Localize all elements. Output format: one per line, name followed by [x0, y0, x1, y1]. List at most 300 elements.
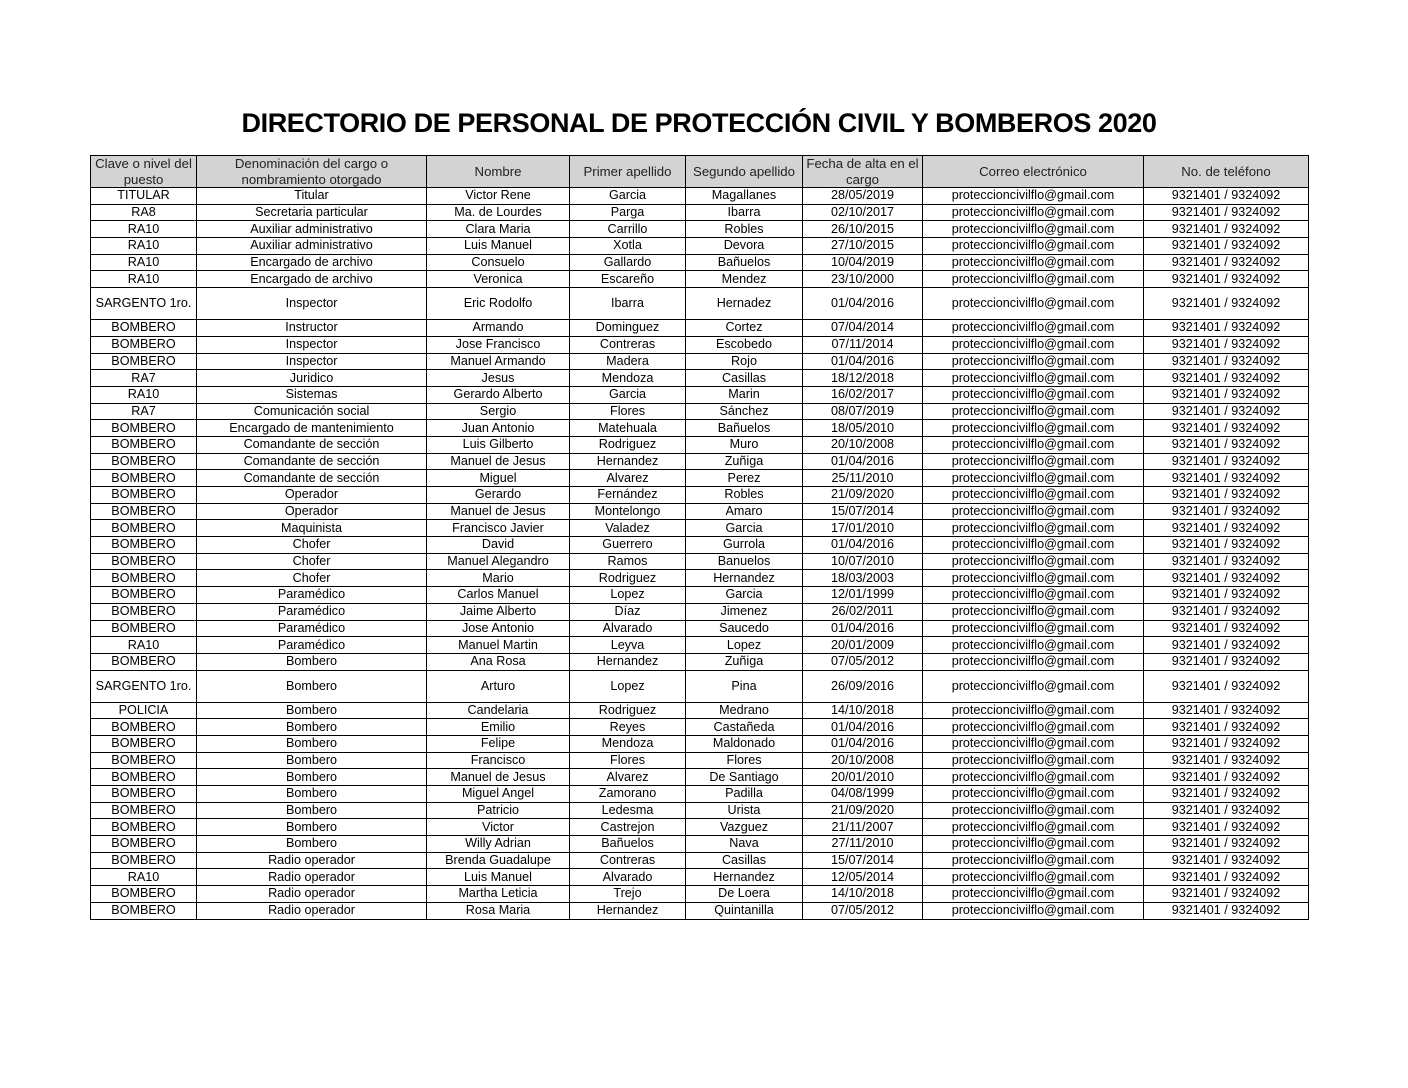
personnel-directory-table — [90, 155, 1309, 920]
cell-clave: BOMBERO — [91, 752, 197, 769]
cell-fecha-alta: 12/01/1999 — [803, 587, 923, 604]
table-row — [91, 353, 1309, 370]
cell-segundo-apellido: Bañuelos — [686, 254, 803, 271]
cell-telefono: 9321401 / 9324092 — [1144, 288, 1309, 320]
cell-telefono: 9321401 / 9324092 — [1144, 470, 1309, 487]
table-row — [91, 520, 1309, 537]
cell-nombre: Manuel de Jesus — [427, 453, 570, 470]
table-row — [91, 403, 1309, 420]
cell-correo: proteccioncivilflo@gmail.com — [923, 587, 1144, 604]
cell-telefono: 9321401 / 9324092 — [1144, 620, 1309, 637]
cell-primer-apellido: Trejo — [570, 886, 686, 903]
cell-clave: SARGENTO 1ro. — [91, 288, 197, 320]
cell-nombre: Victor Rene — [427, 188, 570, 205]
table-row — [91, 735, 1309, 752]
cell-primer-apellido: Ibarra — [570, 288, 686, 320]
cell-correo: proteccioncivilflo@gmail.com — [923, 786, 1144, 803]
cell-fecha-alta: 15/07/2014 — [803, 503, 923, 520]
cell-nombre: Candelaria — [427, 702, 570, 719]
cell-primer-apellido: Díaz — [570, 603, 686, 620]
cell-telefono: 9321401 / 9324092 — [1144, 802, 1309, 819]
cell-cargo: Bombero — [197, 752, 427, 769]
header-cell-segundo-apellido: Segundo apellido — [686, 156, 803, 188]
cell-segundo-apellido: Hernandez — [686, 570, 803, 587]
cell-correo: proteccioncivilflo@gmail.com — [923, 620, 1144, 637]
cell-correo: proteccioncivilflo@gmail.com — [923, 188, 1144, 205]
cell-fecha-alta: 07/04/2014 — [803, 320, 923, 337]
cell-clave: BOMBERO — [91, 570, 197, 587]
cell-nombre: Arturo — [427, 670, 570, 702]
table-row — [91, 470, 1309, 487]
cell-nombre: Manuel Martin — [427, 637, 570, 654]
cell-cargo: Auxiliar administrativo — [197, 221, 427, 238]
cell-cargo: Operador — [197, 503, 427, 520]
cell-primer-apellido: Ledesma — [570, 802, 686, 819]
cell-telefono: 9321401 / 9324092 — [1144, 587, 1309, 604]
cell-fecha-alta: 04/08/1999 — [803, 786, 923, 803]
header-row — [91, 156, 1309, 188]
table-row — [91, 188, 1309, 205]
cell-nombre: Eric Rodolfo — [427, 288, 570, 320]
cell-nombre: Patricio — [427, 802, 570, 819]
cell-correo: proteccioncivilflo@gmail.com — [923, 869, 1144, 886]
table-row — [91, 752, 1309, 769]
cell-clave: BOMBERO — [91, 520, 197, 537]
cell-correo: proteccioncivilflo@gmail.com — [923, 719, 1144, 736]
cell-segundo-apellido: Marin — [686, 386, 803, 403]
cell-primer-apellido: Xotla — [570, 238, 686, 255]
cell-cargo: Maquinista — [197, 520, 427, 537]
cell-fecha-alta: 01/04/2016 — [803, 735, 923, 752]
cell-clave: SARGENTO 1ro. — [91, 670, 197, 702]
cell-clave: BOMBERO — [91, 453, 197, 470]
cell-fecha-alta: 01/04/2016 — [803, 620, 923, 637]
cell-telefono: 9321401 / 9324092 — [1144, 603, 1309, 620]
cell-primer-apellido: Ramos — [570, 553, 686, 570]
cell-primer-apellido: Alvarado — [570, 869, 686, 886]
cell-telefono: 9321401 / 9324092 — [1144, 271, 1309, 288]
cell-nombre: Jesus — [427, 370, 570, 387]
table-row — [91, 653, 1309, 670]
cell-segundo-apellido: Cortez — [686, 320, 803, 337]
cell-fecha-alta: 27/10/2015 — [803, 238, 923, 255]
cell-clave: BOMBERO — [91, 503, 197, 520]
cell-clave: BOMBERO — [91, 620, 197, 637]
cell-telefono: 9321401 / 9324092 — [1144, 752, 1309, 769]
cell-primer-apellido: Escareño — [570, 271, 686, 288]
cell-primer-apellido: Gallardo — [570, 254, 686, 271]
cell-correo: proteccioncivilflo@gmail.com — [923, 570, 1144, 587]
cell-clave: BOMBERO — [91, 836, 197, 853]
cell-primer-apellido: Montelongo — [570, 503, 686, 520]
cell-clave: BOMBERO — [91, 487, 197, 504]
cell-telefono: 9321401 / 9324092 — [1144, 702, 1309, 719]
cell-primer-apellido: Lopez — [570, 670, 686, 702]
cell-segundo-apellido: Hernadez — [686, 288, 803, 320]
cell-correo: proteccioncivilflo@gmail.com — [923, 637, 1144, 654]
cell-primer-apellido: Rodriguez — [570, 436, 686, 453]
cell-primer-apellido: Guerrero — [570, 537, 686, 554]
cell-correo: proteccioncivilflo@gmail.com — [923, 553, 1144, 570]
cell-correo: proteccioncivilflo@gmail.com — [923, 453, 1144, 470]
cell-nombre: Martha Leticia — [427, 886, 570, 903]
cell-primer-apellido: Contreras — [570, 336, 686, 353]
cell-nombre: Felipe — [427, 735, 570, 752]
cell-segundo-apellido: Jimenez — [686, 603, 803, 620]
cell-fecha-alta: 07/05/2012 — [803, 653, 923, 670]
cell-nombre: Luis Manuel — [427, 869, 570, 886]
cell-correo: proteccioncivilflo@gmail.com — [923, 769, 1144, 786]
cell-fecha-alta: 10/04/2019 — [803, 254, 923, 271]
table-row — [91, 802, 1309, 819]
cell-cargo: Radio operador — [197, 886, 427, 903]
cell-telefono: 9321401 / 9324092 — [1144, 637, 1309, 654]
cell-segundo-apellido: Devora — [686, 238, 803, 255]
cell-cargo: Comunicación social — [197, 403, 427, 420]
cell-fecha-alta: 25/11/2010 — [803, 470, 923, 487]
cell-fecha-alta: 20/01/2010 — [803, 769, 923, 786]
cell-primer-apellido: Madera — [570, 353, 686, 370]
table-row — [91, 553, 1309, 570]
cell-primer-apellido: Garcia — [570, 188, 686, 205]
cell-fecha-alta: 20/01/2009 — [803, 637, 923, 654]
cell-clave: BOMBERO — [91, 420, 197, 437]
cell-correo: proteccioncivilflo@gmail.com — [923, 702, 1144, 719]
table-row — [91, 819, 1309, 836]
table-row — [91, 204, 1309, 221]
cell-primer-apellido: Mendoza — [570, 735, 686, 752]
cell-clave: POLICIA — [91, 702, 197, 719]
cell-nombre: Rosa Maria — [427, 902, 570, 919]
cell-clave: BOMBERO — [91, 336, 197, 353]
cell-telefono: 9321401 / 9324092 — [1144, 336, 1309, 353]
cell-primer-apellido: Alvarez — [570, 470, 686, 487]
cell-clave: BOMBERO — [91, 653, 197, 670]
cell-cargo: Radio operador — [197, 902, 427, 919]
cell-fecha-alta: 16/02/2017 — [803, 386, 923, 403]
cell-primer-apellido: Rodriguez — [570, 570, 686, 587]
cell-nombre: Jaime Alberto — [427, 603, 570, 620]
cell-cargo: Inspector — [197, 288, 427, 320]
table-row — [91, 620, 1309, 637]
cell-cargo: Bombero — [197, 786, 427, 803]
cell-segundo-apellido: Hernandez — [686, 869, 803, 886]
cell-clave: RA8 — [91, 204, 197, 221]
cell-correo: proteccioncivilflo@gmail.com — [923, 420, 1144, 437]
cell-fecha-alta: 01/04/2016 — [803, 719, 923, 736]
cell-nombre: Ma. de Lourdes — [427, 204, 570, 221]
cell-telefono: 9321401 / 9324092 — [1144, 852, 1309, 869]
cell-clave: RA10 — [91, 221, 197, 238]
cell-cargo: Paramédico — [197, 637, 427, 654]
cell-cargo: Instructor — [197, 320, 427, 337]
table-row — [91, 869, 1309, 886]
cell-telefono: 9321401 / 9324092 — [1144, 836, 1309, 853]
cell-correo: proteccioncivilflo@gmail.com — [923, 752, 1144, 769]
cell-fecha-alta: 27/11/2010 — [803, 836, 923, 853]
cell-clave: BOMBERO — [91, 769, 197, 786]
table-row — [91, 370, 1309, 387]
cell-fecha-alta: 20/10/2008 — [803, 436, 923, 453]
cell-telefono: 9321401 / 9324092 — [1144, 420, 1309, 437]
cell-segundo-apellido: Garcia — [686, 587, 803, 604]
cell-cargo: Titular — [197, 188, 427, 205]
cell-cargo: Inspector — [197, 353, 427, 370]
cell-clave: BOMBERO — [91, 470, 197, 487]
cell-telefono: 9321401 / 9324092 — [1144, 670, 1309, 702]
cell-cargo: Bombero — [197, 719, 427, 736]
cell-nombre: Luis Gilberto — [427, 436, 570, 453]
cell-cargo: Encargado de mantenimiento — [197, 420, 427, 437]
table-row — [91, 420, 1309, 437]
cell-segundo-apellido: Rojo — [686, 353, 803, 370]
cell-segundo-apellido: Robles — [686, 487, 803, 504]
cell-segundo-apellido: Castañeda — [686, 719, 803, 736]
cell-correo: proteccioncivilflo@gmail.com — [923, 353, 1144, 370]
cell-correo: proteccioncivilflo@gmail.com — [923, 503, 1144, 520]
cell-primer-apellido: Leyva — [570, 637, 686, 654]
cell-nombre: Armando — [427, 320, 570, 337]
cell-telefono: 9321401 / 9324092 — [1144, 886, 1309, 903]
cell-correo: proteccioncivilflo@gmail.com — [923, 603, 1144, 620]
cell-cargo: Auxiliar administrativo — [197, 238, 427, 255]
cell-fecha-alta: 02/10/2017 — [803, 204, 923, 221]
cell-correo: proteccioncivilflo@gmail.com — [923, 403, 1144, 420]
cell-segundo-apellido: Banuelos — [686, 553, 803, 570]
cell-nombre: Gerardo Alberto — [427, 386, 570, 403]
cell-correo: proteccioncivilflo@gmail.com — [923, 221, 1144, 238]
cell-telefono: 9321401 / 9324092 — [1144, 503, 1309, 520]
cell-telefono: 9321401 / 9324092 — [1144, 487, 1309, 504]
cell-clave: RA10 — [91, 271, 197, 288]
cell-primer-apellido: Flores — [570, 752, 686, 769]
cell-segundo-apellido: Padilla — [686, 786, 803, 803]
table-row — [91, 271, 1309, 288]
cell-cargo: Chofer — [197, 553, 427, 570]
cell-nombre: Luis Manuel — [427, 238, 570, 255]
cell-correo: proteccioncivilflo@gmail.com — [923, 836, 1144, 853]
cell-cargo: Encargado de archivo — [197, 271, 427, 288]
cell-fecha-alta: 15/07/2014 — [803, 852, 923, 869]
cell-correo: proteccioncivilflo@gmail.com — [923, 735, 1144, 752]
header-cell-correo: Correo electrónico — [923, 156, 1144, 188]
table-row — [91, 702, 1309, 719]
cell-telefono: 9321401 / 9324092 — [1144, 902, 1309, 919]
cell-clave: BOMBERO — [91, 320, 197, 337]
cell-segundo-apellido: Mendez — [686, 271, 803, 288]
cell-cargo: Bombero — [197, 836, 427, 853]
cell-segundo-apellido: Muro — [686, 436, 803, 453]
cell-segundo-apellido: Nava — [686, 836, 803, 853]
cell-primer-apellido: Rodriguez — [570, 702, 686, 719]
cell-fecha-alta: 20/10/2008 — [803, 752, 923, 769]
cell-nombre: Miguel — [427, 470, 570, 487]
cell-primer-apellido: Fernández — [570, 487, 686, 504]
table-row — [91, 603, 1309, 620]
cell-segundo-apellido: Saucedo — [686, 620, 803, 637]
cell-nombre: Carlos Manuel — [427, 587, 570, 604]
cell-cargo: Paramédico — [197, 603, 427, 620]
cell-segundo-apellido: De Loera — [686, 886, 803, 903]
cell-primer-apellido: Bañuelos — [570, 836, 686, 853]
table-row — [91, 386, 1309, 403]
cell-primer-apellido: Garcia — [570, 386, 686, 403]
cell-segundo-apellido: Gurrola — [686, 537, 803, 554]
cell-correo: proteccioncivilflo@gmail.com — [923, 537, 1144, 554]
cell-cargo: Radio operador — [197, 869, 427, 886]
cell-correo: proteccioncivilflo@gmail.com — [923, 238, 1144, 255]
cell-cargo: Bombero — [197, 670, 427, 702]
cell-correo: proteccioncivilflo@gmail.com — [923, 288, 1144, 320]
table-row — [91, 637, 1309, 654]
table-row — [91, 503, 1309, 520]
cell-clave: BOMBERO — [91, 902, 197, 919]
cell-cargo: Operador — [197, 487, 427, 504]
cell-clave: BOMBERO — [91, 537, 197, 554]
cell-segundo-apellido: Vazguez — [686, 819, 803, 836]
table-row — [91, 453, 1309, 470]
cell-segundo-apellido: Bañuelos — [686, 420, 803, 437]
cell-fecha-alta: 08/07/2019 — [803, 403, 923, 420]
cell-fecha-alta: 21/09/2020 — [803, 802, 923, 819]
cell-clave: RA10 — [91, 254, 197, 271]
header-cell-cargo: Denominación del cargo o nombramiento otorgado — [197, 156, 427, 188]
table-row — [91, 487, 1309, 504]
cell-cargo: Bombero — [197, 653, 427, 670]
cell-clave: RA10 — [91, 238, 197, 255]
cell-segundo-apellido: Urista — [686, 802, 803, 819]
cell-primer-apellido: Matehuala — [570, 420, 686, 437]
table-row — [91, 769, 1309, 786]
cell-cargo: Bombero — [197, 802, 427, 819]
cell-segundo-apellido: Medrano — [686, 702, 803, 719]
cell-telefono: 9321401 / 9324092 — [1144, 238, 1309, 255]
cell-segundo-apellido: Zuñiga — [686, 653, 803, 670]
cell-segundo-apellido: Ibarra — [686, 204, 803, 221]
cell-correo: proteccioncivilflo@gmail.com — [923, 470, 1144, 487]
cell-segundo-apellido: Zuñiga — [686, 453, 803, 470]
cell-correo: proteccioncivilflo@gmail.com — [923, 653, 1144, 670]
table-body — [91, 188, 1309, 920]
cell-nombre: Ana Rosa — [427, 653, 570, 670]
cell-primer-apellido: Hernandez — [570, 453, 686, 470]
cell-primer-apellido: Alvarado — [570, 620, 686, 637]
cell-primer-apellido: Valadez — [570, 520, 686, 537]
cell-telefono: 9321401 / 9324092 — [1144, 386, 1309, 403]
cell-telefono: 9321401 / 9324092 — [1144, 403, 1309, 420]
cell-cargo: Inspector — [197, 336, 427, 353]
header-cell-telefono: No. de teléfono — [1144, 156, 1309, 188]
cell-primer-apellido: Hernandez — [570, 653, 686, 670]
table-row — [91, 238, 1309, 255]
cell-segundo-apellido: Escobedo — [686, 336, 803, 353]
cell-fecha-alta: 17/01/2010 — [803, 520, 923, 537]
cell-cargo: Chofer — [197, 537, 427, 554]
cell-clave: BOMBERO — [91, 802, 197, 819]
cell-clave: RA7 — [91, 370, 197, 387]
table-row — [91, 836, 1309, 853]
cell-telefono: 9321401 / 9324092 — [1144, 537, 1309, 554]
cell-fecha-alta: 18/05/2010 — [803, 420, 923, 437]
cell-nombre: Manuel de Jesus — [427, 503, 570, 520]
cell-clave: BOMBERO — [91, 553, 197, 570]
cell-fecha-alta: 18/03/2003 — [803, 570, 923, 587]
table-row — [91, 886, 1309, 903]
cell-correo: proteccioncivilflo@gmail.com — [923, 386, 1144, 403]
table-row — [91, 852, 1309, 869]
cell-nombre: Francisco Javier — [427, 520, 570, 537]
cell-cargo: Radio operador — [197, 852, 427, 869]
cell-telefono: 9321401 / 9324092 — [1144, 570, 1309, 587]
cell-fecha-alta: 21/09/2020 — [803, 487, 923, 504]
cell-telefono: 9321401 / 9324092 — [1144, 370, 1309, 387]
cell-fecha-alta: 26/09/2016 — [803, 670, 923, 702]
cell-telefono: 9321401 / 9324092 — [1144, 453, 1309, 470]
cell-cargo: Bombero — [197, 735, 427, 752]
cell-primer-apellido: Flores — [570, 403, 686, 420]
cell-nombre: David — [427, 537, 570, 554]
table-row — [91, 537, 1309, 554]
cell-nombre: Consuelo — [427, 254, 570, 271]
cell-segundo-apellido: Casillas — [686, 852, 803, 869]
cell-cargo: Bombero — [197, 702, 427, 719]
cell-fecha-alta: 01/04/2016 — [803, 453, 923, 470]
table-row — [91, 902, 1309, 919]
cell-correo: proteccioncivilflo@gmail.com — [923, 520, 1144, 537]
cell-clave: BOMBERO — [91, 603, 197, 620]
cell-segundo-apellido: Sánchez — [686, 403, 803, 420]
cell-nombre: Victor — [427, 819, 570, 836]
cell-clave: RA10 — [91, 386, 197, 403]
cell-nombre: Emilio — [427, 719, 570, 736]
table-row — [91, 570, 1309, 587]
table-row — [91, 436, 1309, 453]
cell-telefono: 9321401 / 9324092 — [1144, 553, 1309, 570]
header-cell-primer-apellido: Primer apellido — [570, 156, 686, 188]
cell-telefono: 9321401 / 9324092 — [1144, 353, 1309, 370]
cell-telefono: 9321401 / 9324092 — [1144, 786, 1309, 803]
cell-telefono: 9321401 / 9324092 — [1144, 320, 1309, 337]
cell-cargo: Encargado de archivo — [197, 254, 427, 271]
cell-segundo-apellido: Lopez — [686, 637, 803, 654]
cell-nombre: Veronica — [427, 271, 570, 288]
cell-telefono: 9321401 / 9324092 — [1144, 221, 1309, 238]
cell-primer-apellido: Contreras — [570, 852, 686, 869]
cell-nombre: Sergio — [427, 403, 570, 420]
cell-fecha-alta: 26/02/2011 — [803, 603, 923, 620]
cell-nombre: Juan Antonio — [427, 420, 570, 437]
cell-cargo: Comandante de sección — [197, 436, 427, 453]
cell-fecha-alta: 01/04/2016 — [803, 537, 923, 554]
cell-cargo: Chofer — [197, 570, 427, 587]
header-cell-nombre: Nombre — [427, 156, 570, 188]
cell-primer-apellido: Hernandez — [570, 902, 686, 919]
cell-telefono: 9321401 / 9324092 — [1144, 653, 1309, 670]
cell-nombre: Manuel de Jesus — [427, 769, 570, 786]
cell-nombre: Brenda Guadalupe — [427, 852, 570, 869]
cell-primer-apellido: Carrillo — [570, 221, 686, 238]
cell-correo: proteccioncivilflo@gmail.com — [923, 271, 1144, 288]
cell-segundo-apellido: Magallanes — [686, 188, 803, 205]
cell-nombre: Francisco — [427, 752, 570, 769]
cell-telefono: 9321401 / 9324092 — [1144, 869, 1309, 886]
cell-primer-apellido: Lopez — [570, 587, 686, 604]
cell-primer-apellido: Castrejon — [570, 819, 686, 836]
cell-nombre: Jose Antonio — [427, 620, 570, 637]
cell-segundo-apellido: Flores — [686, 752, 803, 769]
table-row — [91, 320, 1309, 337]
cell-correo: proteccioncivilflo@gmail.com — [923, 436, 1144, 453]
